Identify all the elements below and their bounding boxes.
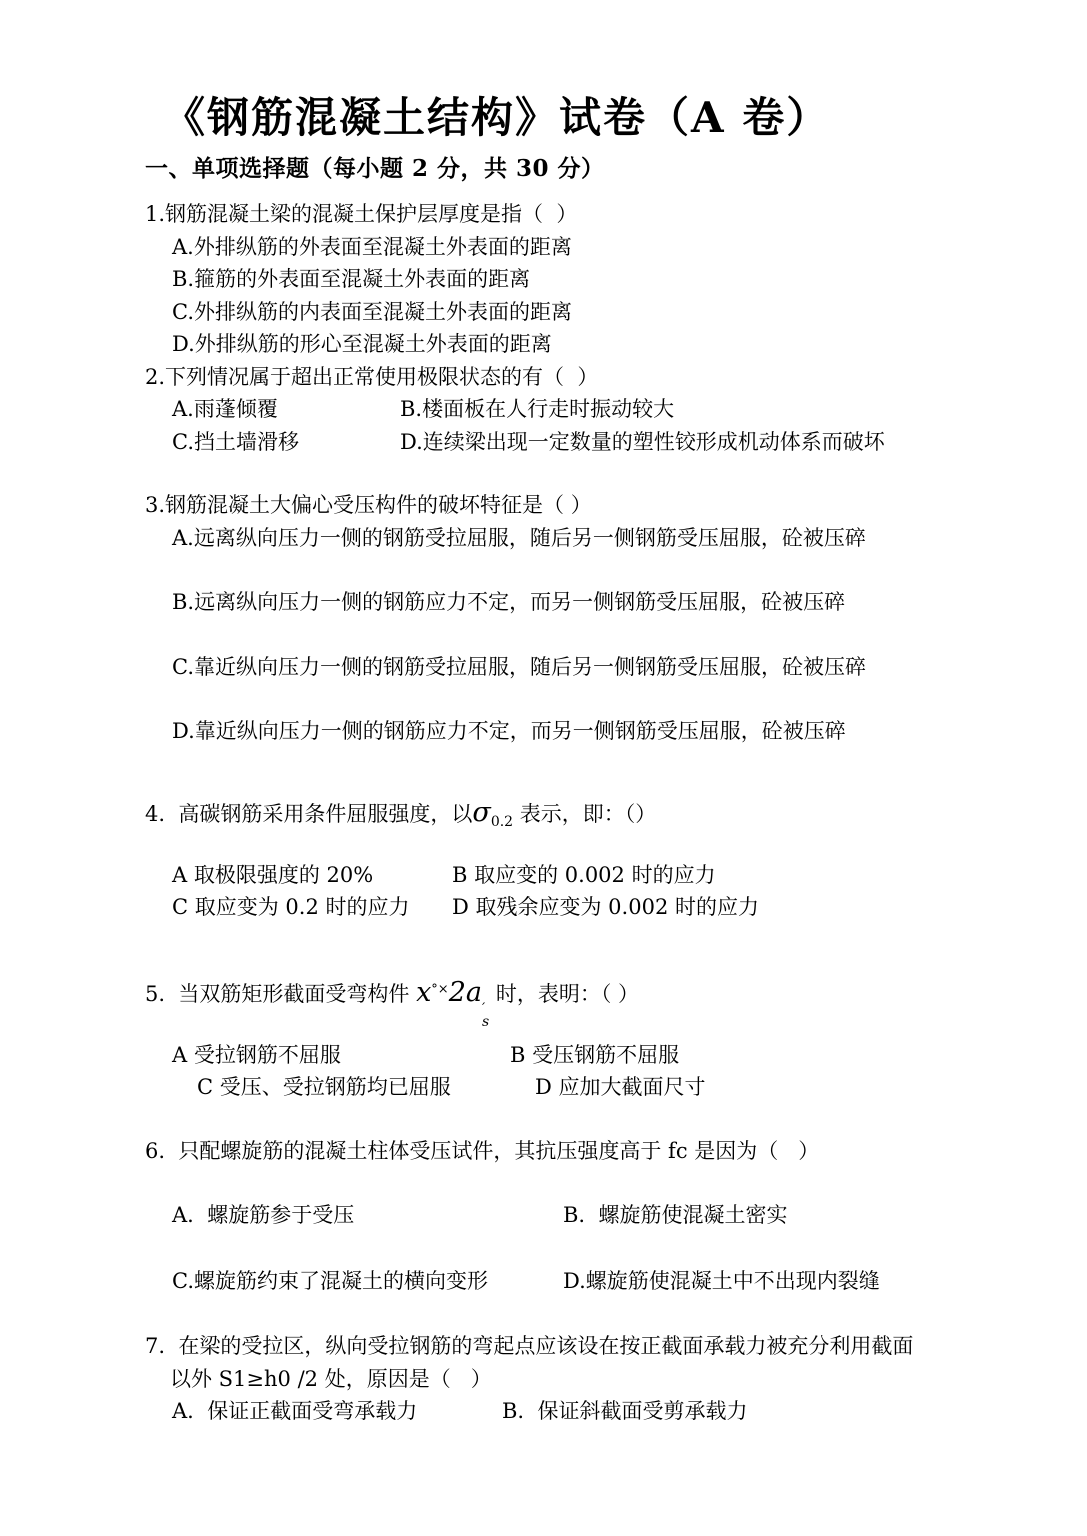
option-b: B 取应变的 0.002 时的应力 — [452, 862, 716, 887]
option-d: D 取残余应变为 0.002 时的应力 — [452, 895, 759, 920]
question-7-stem-line2: 以外 S1≥h0 /2 处，原因是（ ） — [170, 1366, 492, 1391]
question-1-options — [145, 231, 1032, 361]
question-6 — [145, 1135, 1032, 1298]
option-row — [172, 393, 1032, 426]
coefficient-2a: 2a — [448, 976, 482, 1008]
option-d: D.外排纵筋的形心至混凝土外表面的距离 — [172, 332, 552, 356]
option-a: A.外排纵筋的外表面至混凝土外表面的距离 — [172, 234, 572, 259]
question-2-options — [145, 393, 1032, 458]
option-a: A 受拉钢筋不屈服 — [172, 1042, 341, 1067]
question-5-options — [145, 1039, 1032, 1104]
question-2 — [145, 361, 1032, 459]
option-b: B.箍筋的外表面至混凝土外表面的距离 — [172, 267, 531, 291]
option-row — [172, 1199, 1032, 1232]
question-1 — [145, 198, 1032, 361]
question-7-options — [145, 1395, 1032, 1428]
stem-text-post: 表示，即：（） — [513, 801, 657, 826]
sigma-symbol: σ — [472, 796, 491, 828]
option-d: D 应加大截面尺寸 — [535, 1075, 706, 1100]
section-heading: 一、单项选择题（每小题 2 分，共 30 分） — [145, 155, 605, 182]
question-7 — [145, 1330, 1032, 1428]
question-2-stem: 2.下列情况属于超出正常使用极限状态的有（ ） — [145, 364, 599, 389]
variable-x: x — [416, 976, 432, 1008]
subscript-s: s — [481, 1013, 490, 1030]
option-row — [172, 1395, 1032, 1428]
option-c: C 受压、受拉钢筋均已屈服 — [197, 1075, 451, 1100]
option-a: A. 螺旋筋参于受压 — [172, 1203, 355, 1228]
question-4-options — [145, 859, 1032, 924]
option-a: A. 保证正截面受弯承载力 — [172, 1399, 418, 1424]
option-b: B 受压钢筋不屈服 — [510, 1042, 680, 1067]
sigma-subscript: 0.2 — [490, 813, 514, 830]
question-3 — [145, 489, 1032, 748]
option-row — [172, 1265, 1032, 1298]
question-6-options — [145, 1199, 1032, 1297]
option-a: A 取极限强度的 20% — [172, 862, 374, 887]
option-c: C.外排纵筋的内表面至混凝土外表面的距离 — [172, 299, 572, 324]
option-b: B. 保证斜截面受剪承载力 — [502, 1399, 748, 1424]
option-c: C.挡土墙滑移 — [172, 429, 299, 454]
stem-text-post: 时，表明：（ ） — [489, 981, 640, 1006]
prime-mark: ′ — [481, 1000, 486, 1017]
option-row — [172, 891, 1032, 924]
option-row — [172, 1039, 1032, 1072]
question-3-stem: 3.钢筋混凝土大偏心受压构件的破坏特征是（ ） — [145, 493, 592, 517]
prime-sub-stack — [481, 1000, 490, 1030]
question-3-options — [145, 522, 1032, 748]
stem-text-pre: 4. 高碳钢筋采用条件屈服强度，以 — [145, 801, 473, 826]
option-a: A.雨蓬倾覆 — [172, 397, 278, 421]
option-c: C.螺旋筋约束了混凝土的横向变形 — [172, 1268, 488, 1293]
exam-title: 《钢筋混凝土结构》试卷（A 卷） — [163, 93, 831, 142]
option-d: D.螺旋筋使混凝土中不出现内裂缝 — [563, 1268, 880, 1293]
option-row — [172, 859, 1032, 892]
option-b: B.远离纵向压力一侧的钢筋应力不定，而另一侧钢筋受压屈服，砼被压碎 — [172, 590, 846, 614]
question-4-stem — [145, 788, 1032, 847]
option-row — [172, 1071, 1032, 1104]
question-5 — [145, 962, 1032, 1104]
option-row — [172, 426, 1032, 459]
question-5-stem — [145, 962, 1032, 1029]
option-d: D.靠近纵向压力一侧的钢筋应力不定，而另一侧钢筋受压屈服，砼被压碎 — [172, 719, 846, 743]
option-b: B. 螺旋筋使混凝土密实 — [563, 1203, 788, 1228]
option-d: D.连续梁出现一定数量的塑性铰形成机动体系而破坏 — [400, 429, 885, 454]
option-a: A.远离纵向压力一侧的钢筋受拉屈服，随后另一侧钢筋受压屈服，砼被压碎 — [172, 525, 866, 550]
option-b: B.楼面板在人行走时振动较大 — [400, 397, 675, 421]
question-6-stem: 6. 只配螺旋筋的混凝土柱体受压试件，其抗压强度高于 fc 是因为（ ） — [145, 1138, 820, 1163]
question-1-stem: 1.钢筋混凝土梁的混凝土保护层厚度是指（ ） — [145, 202, 578, 226]
stem-text-pre: 5. 当双筋矩形截面受弯构件 — [145, 981, 417, 1006]
question-7-stem-line1: 7. 在梁的受拉区，纵向受拉钢筋的弯起点应该设在按正截面承载力被充分利用截面 — [145, 1334, 914, 1359]
question-4 — [145, 788, 1032, 924]
option-c: C.靠近纵向压力一侧的钢筋受拉屈服，随后另一侧钢筋受压屈服，砼被压碎 — [172, 654, 866, 679]
relation-superscript: °× — [431, 981, 449, 997]
option-c: C 取应变为 0.2 时的应力 — [172, 895, 410, 920]
